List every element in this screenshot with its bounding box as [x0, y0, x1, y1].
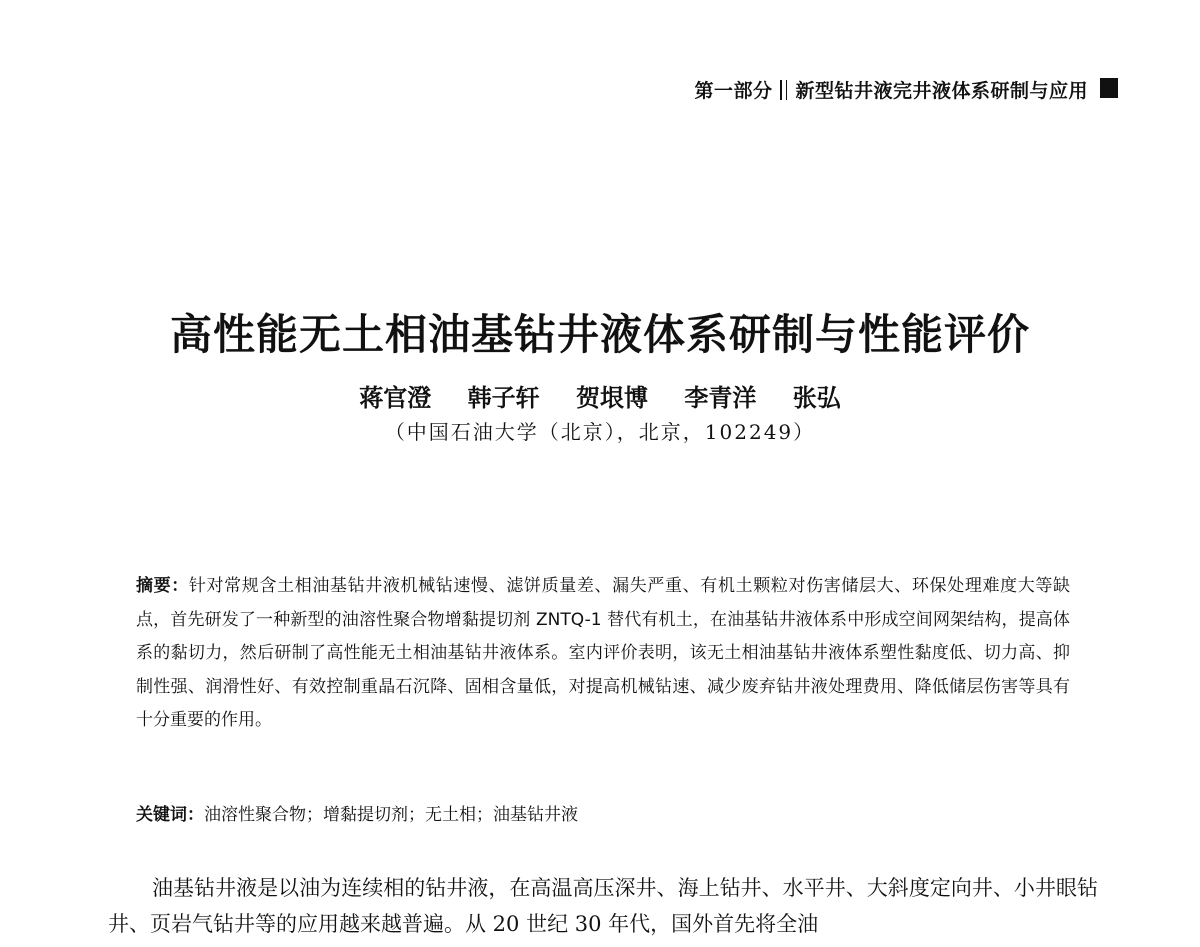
author: 贺垠博 — [576, 383, 648, 412]
keywords — [136, 800, 1070, 825]
keywords-label: 关键词： — [136, 805, 204, 825]
affiliation: （中国石油大学（北京），北京，102249） — [384, 420, 816, 444]
abstract-text: 针对常规含土相油基钻井液机械钻速慢、滤饼质量差、漏失严重、有机土颗粒对伤害储层大、环保处理难度大等缺点，首先研发了一种新型的油溶性聚合物增黏提切剂 ZNTQ-1 替代有机土，在油基钻井液体系中形成空间网架结构，提高体系的黏切力，然后研制了高性能无土相油基钻井液体系。室内评价表明，该无土相油基钻井液体系塑性黏度低、切力高、抑制性强、润滑性好、有效控制重晶石沉降、固相含量低，对提高机械钻速、减少废弃钻井液处理费用、降低储层伤害等具有十分重要的作用。 — [136, 576, 1071, 730]
abstract-label: 摘要： — [136, 576, 189, 596]
author: 李青洋 — [684, 383, 757, 412]
author: 张弘 — [792, 383, 841, 412]
keywords-text: 油溶性聚合物；增黏提切剂；无土相；油基钻井液 — [204, 805, 578, 825]
header-separator — [780, 80, 787, 100]
abstract — [136, 570, 1070, 738]
header-part: 第一部分 — [694, 80, 773, 102]
author-list — [0, 378, 1200, 413]
body-paragraph: 油基钻井液是以油为连续相的钻井液，在高温高压深井、海上钻井、水平井、大斜度定向井、小井眼钻井、页岩气钻井等的应用越来越普遍。从 20 世纪 30 年代，国外首先将全油 — [108, 876, 1098, 936]
header-section: 新型钻井液完井液体系研制与应用 — [795, 80, 1088, 102]
paper-title: 高性能无土相油基钻井液体系研制与性能评价 — [169, 310, 1030, 359]
header-block-mark — [1100, 78, 1118, 98]
author: 蒋官澄 — [359, 383, 432, 412]
author: 韩子轩 — [467, 383, 540, 412]
running-header — [694, 76, 1088, 103]
